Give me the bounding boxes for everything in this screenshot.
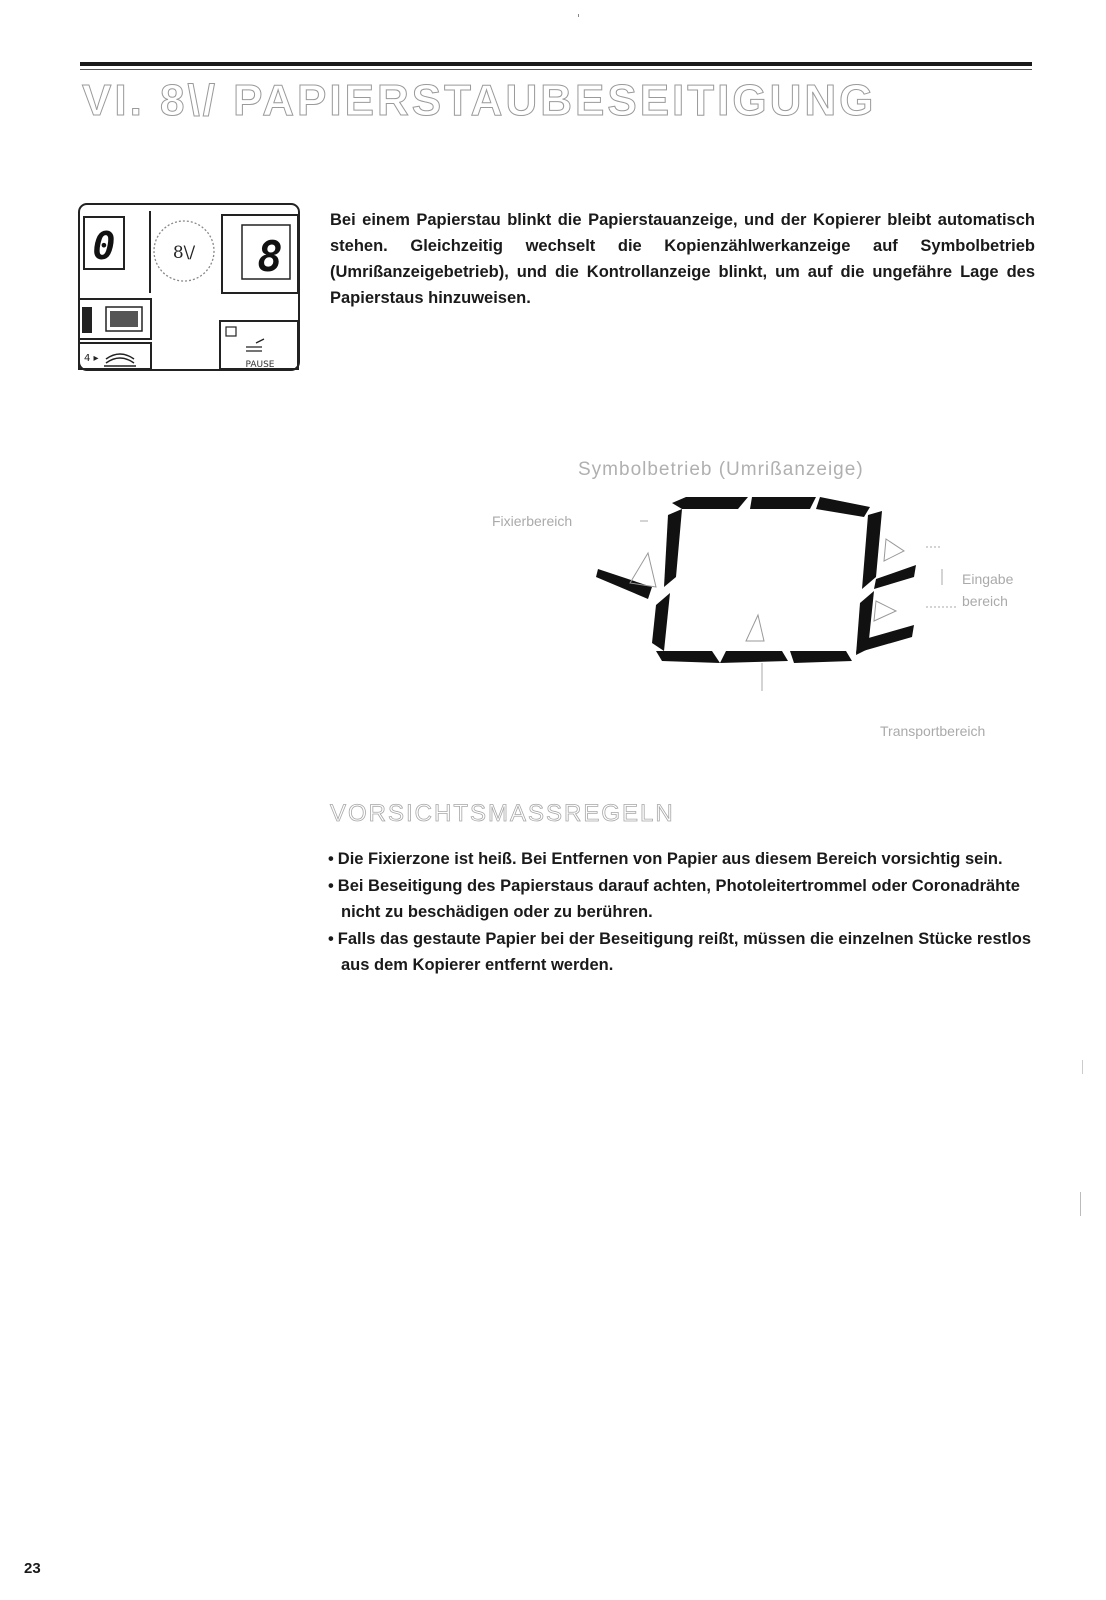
page-title: VI. 8\/ PAPIERSTAUBESEITIGUNG xyxy=(82,76,877,125)
caution-list xyxy=(328,846,1040,979)
segment-display-bars xyxy=(596,497,916,663)
label-transport-area: Transportbereich xyxy=(880,723,986,739)
control-panel-illustration xyxy=(78,203,300,371)
page-number: 23 xyxy=(24,1560,41,1577)
label-fixing-area: Fixierbereich xyxy=(492,513,573,529)
caution-heading: VORSICHTSMASSREGELN xyxy=(330,800,675,827)
header-rule xyxy=(80,62,1032,66)
intro-paragraph: Bei einem Papierstau blinkt die Papierstauanzeige, und der Kopierer bleibt automatisch stehen. Gleichzeitig wechselt die Kopienzählwerkanzeige auf Symbolbetrieb (Umrißanzeigebetrieb), und die Kontrollanzeige blinkt, um auf die ungefähre Lage des Papierstaus hinzuweisen. xyxy=(330,211,1035,307)
scan-speck xyxy=(1082,1060,1083,1074)
caution-item: • Die Fixierzone ist heiß. Bei Entfernen von Papier aus diesem Bereich vorsichtig sein. xyxy=(328,846,1040,872)
diagram-title: Symbolbetrieb (Umrißanzeige) xyxy=(578,459,864,480)
scan-speck xyxy=(1080,1192,1081,1216)
panel-left-digit: 0 xyxy=(92,224,116,268)
symbol-mode-diagram xyxy=(480,455,1040,755)
panel-pause-label: PAUSE xyxy=(245,360,275,370)
label-feed-area-1: Eingabe xyxy=(962,571,1014,587)
panel-jam-symbol: 8\/ xyxy=(172,243,196,263)
scan-speck xyxy=(578,14,579,17)
caution-item: • Falls das gestaute Papier bei der Beseitigung reißt, müssen die einzelnen Stücke restlos aus dem Kopierer entfernt werden. xyxy=(328,926,1040,978)
segment-display xyxy=(480,455,1040,755)
svg-text:4 ▸: 4 ▸ xyxy=(84,353,99,364)
panel-right-digit: 8 xyxy=(257,232,283,281)
header-rule-thin xyxy=(80,69,1032,70)
leader-lines xyxy=(640,521,956,691)
caution-item: • Bei Beseitigung des Papierstaus darauf achten, Photoleitertrommel oder Coronadrähte nicht zu beschädigen oder zu berühren. xyxy=(328,873,1040,925)
label-feed-area-2: bereich xyxy=(962,593,1008,609)
